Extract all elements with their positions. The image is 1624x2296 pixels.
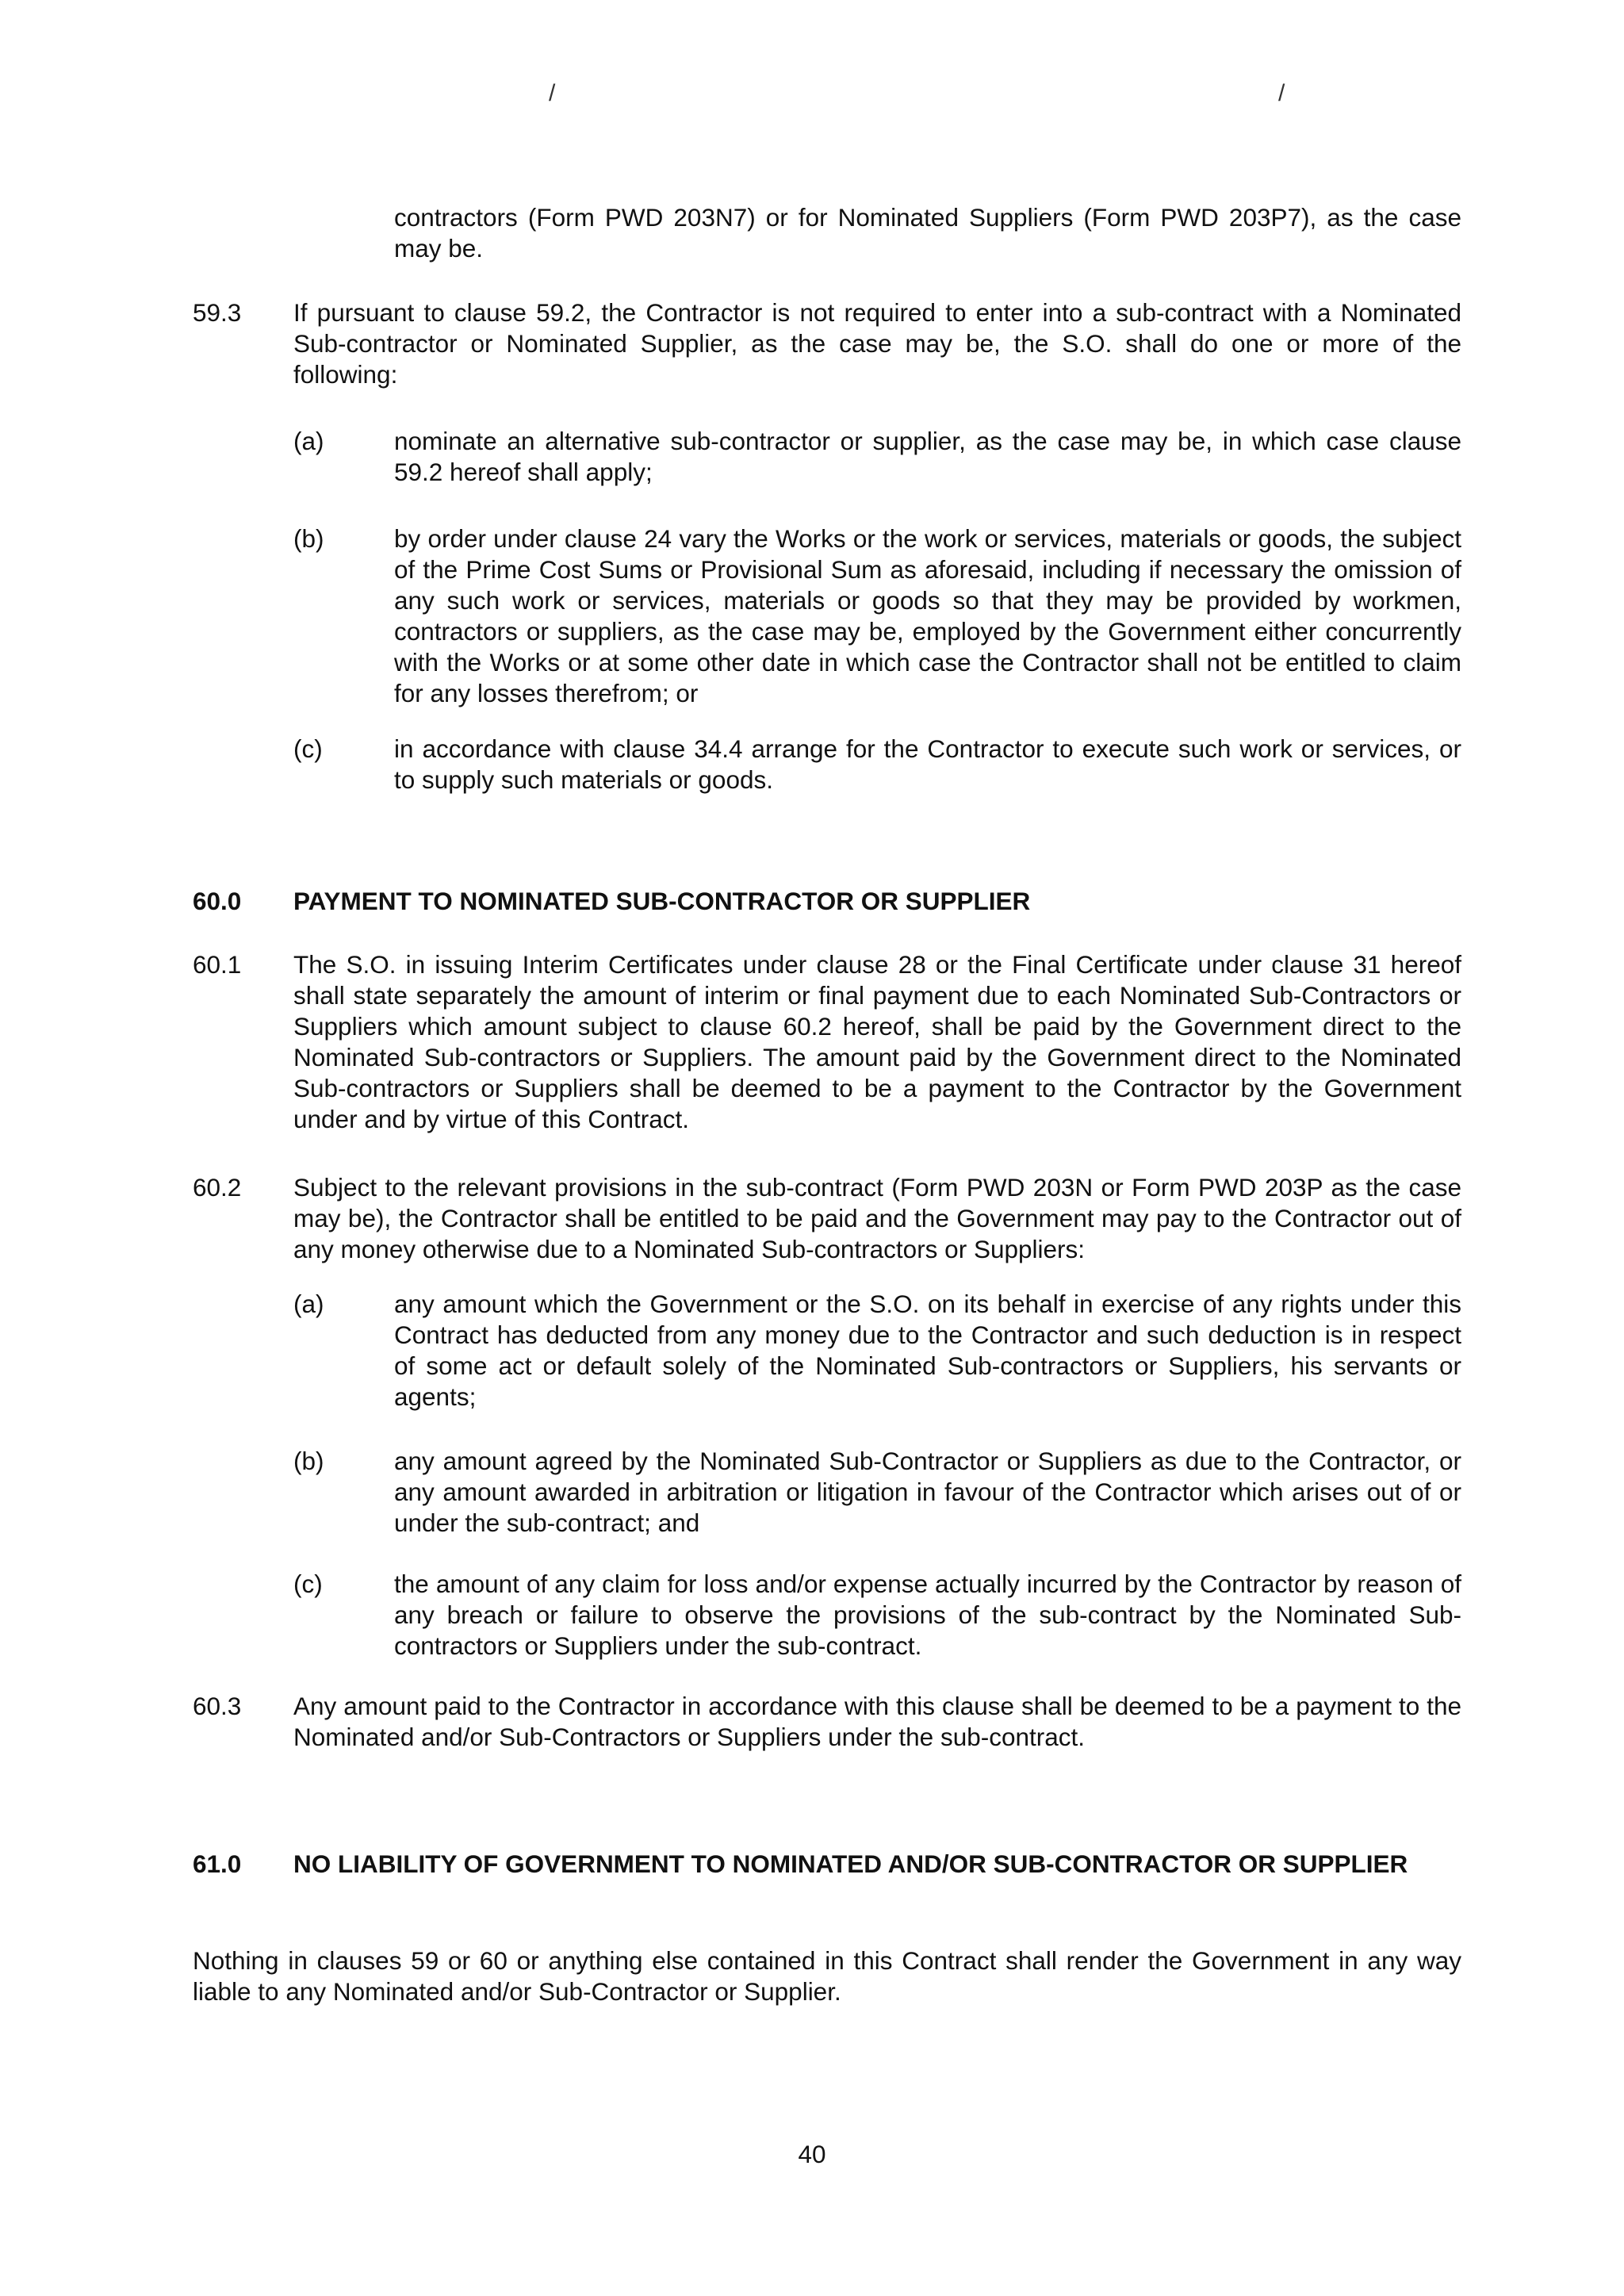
- item-text-59-3-b: by order under clause 24 vary the Works or the work or services, materials or goods, the subject of the Prime Cost Sums or Provisional Sum as aforesaid, including if necessary the omission of any such work or services, materials or goods so that they may be provided by workmen, contractors or suppliers, as the case may be, employed by the Government either concurrently with the Works or at some other date in which case the Contractor shall not be entitled to claim for any losses therefrom; or: [394, 524, 1461, 707]
- item-text-59-3-c: in accordance with clause 34.4 arrange for the Contractor to execute such work or services, or to supply such materials or goods.: [394, 734, 1461, 794]
- section-number-60: 60.0: [193, 887, 242, 915]
- tick-mark-left: /: [549, 80, 556, 106]
- item-text-60-2-c: the amount of any claim for loss and/or expense actually incurred by the Contractor by reason of any breach or failure to observe the provisions of the sub-contract by the Nominated Sub-contractors or Suppliers under the sub-contract.: [394, 1570, 1461, 1660]
- item-label-60-2-c: (c): [293, 1570, 323, 1598]
- section-heading-61: NO LIABILITY OF GOVERNMENT TO NOMINATED AND/OR SUB-CONTRACTOR OR SUPPLIER: [293, 1849, 1408, 1878]
- clause-text-59-3: If pursuant to clause 59.2, the Contractor is not required to enter into a sub-contract with a Nominated Sub-contractor or Nominated Supplier, as the case may be, the S.O. shall do one or more of the following:: [293, 298, 1461, 389]
- section-heading-60: PAYMENT TO NOMINATED SUB-CONTRACTOR OR SUPPLIER: [293, 887, 1031, 915]
- section-number-61: 61.0: [193, 1849, 242, 1878]
- tick-mark-right: /: [1278, 80, 1285, 106]
- page-number: 40: [798, 2140, 826, 2168]
- item-text-59-3-a: nominate an alternative sub-contractor or supplier, as the case may be, in which case clause 59.2 hereof shall apply;: [394, 427, 1461, 486]
- item-text-60-2-a: any amount which the Government or the S.O. on its behalf in exercise of any rights under this Contract has deducted from any money due to the Contractor and such deduction is in respect of some act or default solely of the Nominated Sub-contractors or Suppliers, his servants or agents;: [394, 1290, 1461, 1411]
- section-text-61: Nothing in clauses 59 or 60 or anything else contained in this Contract shall render the Government in any way liable to any Nominated and/or Sub-Contractor or Supplier.: [193, 1946, 1461, 2006]
- clause-text-60-2: Subject to the relevant provisions in the sub-contract (Form PWD 203N or Form PWD 203P as the case may be), the Contractor shall be entitled to be paid and the Government may pay to the Contractor out of any money otherwise due to a Nominated Sub-contractors or Suppliers:: [293, 1173, 1461, 1263]
- item-label-60-2-a: (a): [293, 1290, 324, 1318]
- item-label-59-3-c: (c): [293, 734, 323, 763]
- clause-text-60-1: The S.O. in issuing Interim Certificates under clause 28 or the Final Certificate under clause 31 hereof shall state separately the amount of interim or final payment due to each Nominated Sub-Contractors or Suppliers which amount subject to clause 60.2 hereof, shall be paid by the Government direct to the Nominated Sub-contractors or Suppliers. The amount paid by the Government direct to the Nominated Sub-contractors or Suppliers shall be deemed to be a payment to the Contractor by the Government under and by virtue of this Contract.: [293, 950, 1461, 1133]
- item-text-60-2-b: any amount agreed by the Nominated Sub-Contractor or Suppliers as due to the Contractor, or any amount awarded in arbitration or litigation in favour of the Contractor which arises out of or under the sub-contract; and: [394, 1447, 1461, 1537]
- clause-text-60-3: Any amount paid to the Contractor in accordance with this clause shall be deemed to be a payment to the Nominated and/or Sub-Contractors or Suppliers under the sub-contract.: [293, 1692, 1461, 1751]
- clause-number-60-2: 60.2: [193, 1173, 242, 1202]
- clause-number-60-3: 60.3: [193, 1692, 242, 1720]
- clause-number-59-3: 59.3: [193, 298, 242, 327]
- item-label-59-3-b: (b): [293, 524, 324, 553]
- item-label-60-2-b: (b): [293, 1447, 324, 1475]
- item-label-59-3-a: (a): [293, 427, 324, 455]
- clause-number-60-1: 60.1: [193, 950, 242, 979]
- continuation-paragraph: contractors (Form PWD 203N7) or for Nominated Suppliers (Form PWD 203P7), as the case may be.: [394, 203, 1461, 263]
